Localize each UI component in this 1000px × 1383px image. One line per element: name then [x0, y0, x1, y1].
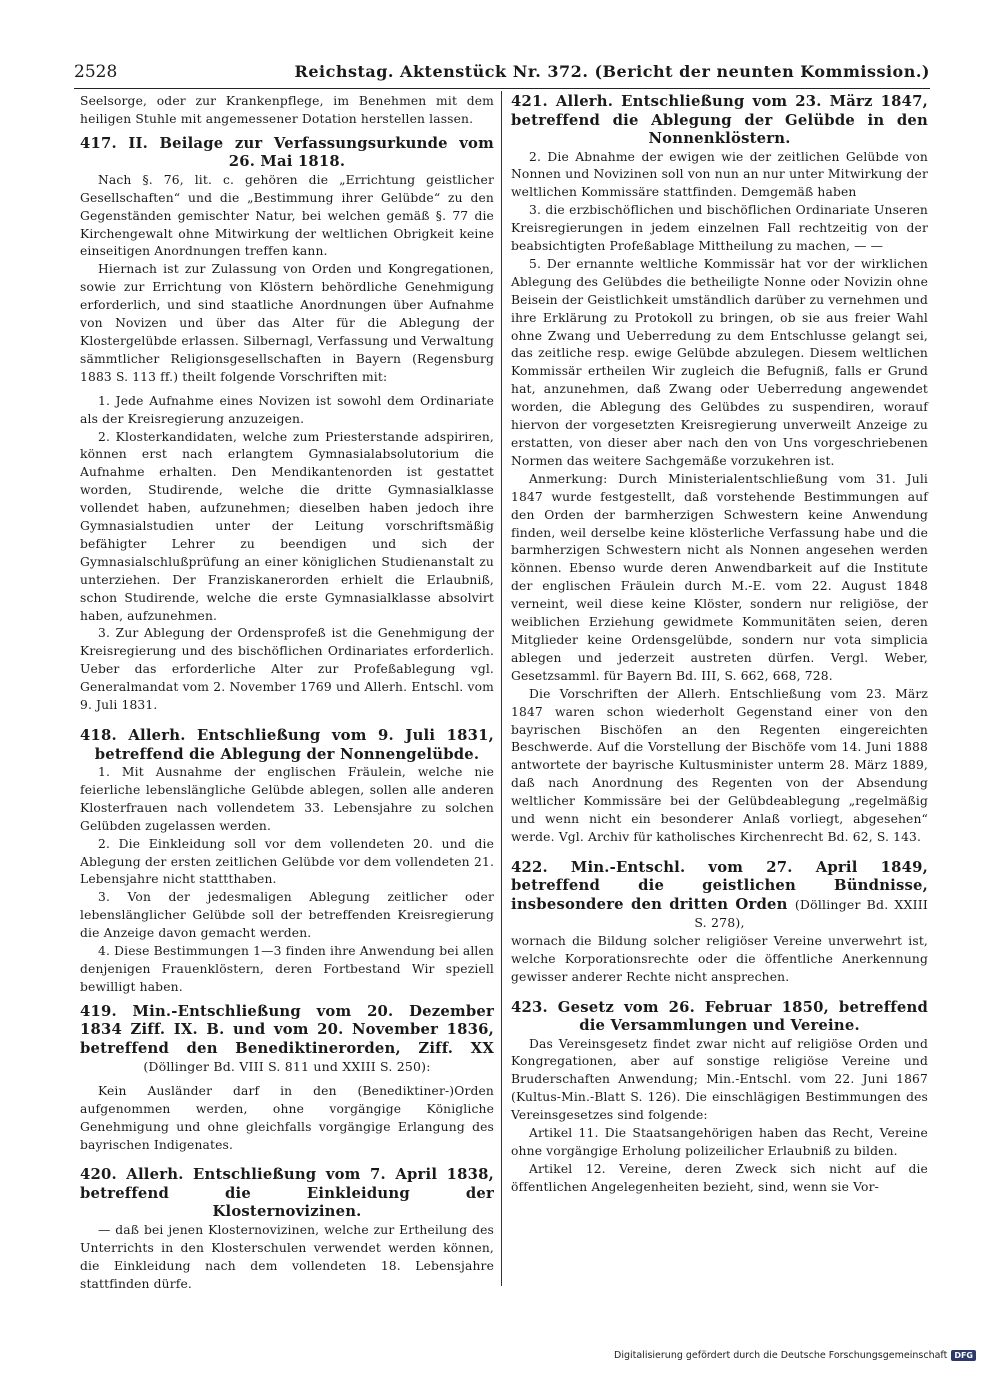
running-title: Reichstag. Aktenstück Nr. 372. (Bericht der neunten Kommission.) [294, 62, 930, 81]
paragraph: Artikel 12. Vereine, deren Zweck sich nicht auf die öffentlichen Angelegenheiten bezieht, sind, wenn sie Vor- [511, 1161, 928, 1194]
section-heading [511, 859, 928, 933]
section-heading-text: 417. II. Beilage zur Verfassungsurkunde vom 26. Mai 1818. [80, 134, 494, 171]
digitization-credit: Digitalisierung gefördert durch die Deutsche Forschungsgemeinschaft [614, 1349, 948, 1361]
paragraph: 4. Diese Bestimmungen 1—3 finden ihre Anwendung bei allen denjenigen Frauenklöstern, deren Fortbestand Wir speziell bewilligt haben. [80, 944, 494, 994]
paragraph: 2. Die Abnahme der ewigen wie der zeitlichen Gelübde von Nonnen und Novizinen soll von nun an nur unter Mitwirkung der weltlichen Kommissäre stattfinden. Demgemäß haben [511, 149, 928, 200]
section-heading [80, 1003, 494, 1077]
header-rule [74, 88, 930, 89]
paragraph: 2. Klosterkandidaten, welche zum Priesterstande adspiriren, können erst nach erlangtem Gymnasialabsolutorium die Aufnahme erhalten. Den Mendikantenorden ist gestattet worden, Studirende, welche die dritte Gymnasialklasse vollendet haben, aufzunehmen; dieselben haben jedoch ihre Gymnasialstudien unter der Leitung vorschriftsmäßig befähigter Lehrer zu beendigen und sich der Gymnasialschlußprüfung an einer königlichen Studienanstalt zu unterziehen. Der Franziskanerorden erhielt die Erlaubniß, schon Studirende, welche die erste Gymnasialklasse absolvirt haben, aufzunehmen. [80, 429, 494, 623]
page-number: 2528 [74, 62, 118, 82]
section-heading-text: 421. Allerh. Entschließung vom 23. März 1847, betreffend die Ablegung der Gelübde in den Nonnenklöstern. [511, 93, 928, 147]
page-header [74, 62, 930, 88]
paragraph: — daß bei jenen Klosternovizinen, welche zur Ertheilung des Unterrichts in den Klosterschulen verwendet werden können, die Einkleidung nach dem vollendeten 18. Lebensjahre stattfinden dürfe. [80, 1222, 494, 1291]
paragraph: Seelsorge, oder zur Krankenpflege, im Benehmen mit dem heiligen Stuhle mit angemessener Dotation herstellen lassen. [80, 94, 494, 126]
section-heading [80, 727, 494, 764]
paragraph: 3. die erzbischöflichen und bischöflichen Ordinariate Unseren Kreisregierungen in jedem einzelnen Fall rechtzeitig von der beabsichtigten Profeßablage Mittheilung zu machen, — — [511, 203, 928, 254]
spacer [80, 1154, 494, 1166]
paragraph: wornach die Bildung solcher religiöser Vereine unverwehrt ist, welche Korporationsrechte oder die öffentliche Anerkennung gewisser anderer Rechte nicht ansprechen. [511, 933, 928, 984]
spacer [511, 987, 928, 999]
section-heading-text: 418. Allerh. Entschließung vom 9. Juli 1831, betreffend die Ablegung der Nonnengelübde. [80, 727, 494, 763]
section-heading-text: 423. Gesetz vom 26. Februar 1850, betreffend die Versammlungen und Vereine. [511, 998, 928, 1035]
paragraph: Anmerkung: Durch Ministerialentschließung vom 31. Juli 1847 wurde festgestellt, daß vorstehende Bestimmungen auf den Orden der barmherzigen Schwestern keine Anwendung finden, weil derselbe keine klösterliche Verfassung habe und die barmherzigen Schwestern nicht als Nonnen angesehen werden können. Ebenso wurde deren Anwendbarkeit auf die Institute der englischen Fräulein durch M.-E. vom 22. August 1848 verneint, weil diese keine Klöster, sondern nur religiöse, der weiblichen Erziehung gewidmete Kommunitäten seien, deren Mitglieder keine Ordensgelübde, sondern nur vota simplicia ablegen und jederzeit austreten dürfen. Vergl. Weber, Gesetzsamml. für Bayern Bd. III, S. 662, 668, 728. [511, 471, 928, 683]
paragraph: 3. Zur Ablegung der Ordensprofeß ist die Genehmigung der Kreisregierung und des bischöflichen Ordinariates erforderlich. Ueber das erforderliche Alter zur Profeßablegung vgl. Generalmandat vom 2. November 1769 und Allerh. Entschl. vom 9. Juli 1831. [80, 626, 494, 713]
right-column [511, 93, 928, 1197]
section-heading-citation: (Döllinger Bd. VIII S. 811 und XXIII S. 250): [143, 1059, 431, 1075]
paragraph: Artikel 11. Die Staatsangehörigen haben das Recht, Vereine ohne vorgängige Erholung polizeilicher Erlaubniß zu bilden. [511, 1126, 928, 1158]
section-heading [511, 93, 928, 149]
spacer [511, 847, 928, 859]
paragraph: 5. Der ernannte weltliche Kommissär hat vor der wirklichen Ablegung des Gelübdes die betheiligte Nonne oder Novizin ohne Beisein der Geistlichkeit umständlich darüber zu vernehmen und ihre Erklärung zu Protokoll zu bringen, ob sie aus freier Wahl ohne Zwang und Ueberredung zu dem Entschlusse gelangt sei, das zeitliche resp. ewige Gelübde abzulegen. Diesem weltlichen Kommissär ertheilen Wir zugleich die Befugniß, falls er Grund hat, anzunehmen, daß Zwang oder Ueberredung angewendet worden, die Ablegung des Gelübdes zu suspendiren, worauf hiervon der vorgesetzten Kreisregierung unverweilt Anzeige zu erstatten, von dieser aber nach den von Uns vorgeschriebenen Normen das weitere Sachgemäße vorzukehren ist. [511, 256, 928, 468]
dfg-logo: DFG [951, 1350, 976, 1361]
column-divider [501, 91, 502, 1286]
left-column [80, 93, 494, 1294]
footer [614, 1347, 976, 1363]
paragraph: Die Vorschriften der Allerh. Entschließung vom 23. März 1847 waren schon wiederholt Gegenstand einer von den bayrischen Bischöfen an den Regenten eingereichten Beschwerde. Auf die Vorstellung der Bischöfe vom 14. Juni 1888 antwortete der bayrische Kultusminister unterm 28. März 1889, daß nach Anordnung des Regenten von der Absendung weltlicher Kommissäre bei der Gelübdeablegung „regelmäßig und wenn nicht ein besonderer Anlaß vorliegt, abgesehen“ werde. Vgl. Archiv für katholisches Kirchenrecht Bd. 62, S. 143. [511, 686, 928, 844]
section-heading [80, 1166, 494, 1222]
spacer [80, 715, 494, 727]
section-heading [511, 999, 928, 1036]
section-heading-text: 419. Min.-Entschließung vom 20. Dezember 1834 Ziff. IX. B. und vom 20. November 1836, betreffend den Benediktinerorden, Ziff. XX [80, 1002, 494, 1057]
paragraph: Das Vereinsgesetz findet zwar nicht auf religiöse Orden und Kongregationen, aber auf sonstige religiöse Vereine und Bruderschaften Anwendung; Min.-Entschl. vom 22. Juni 1867 (Kultus-Min.-Blatt S. 126). Die einschlägigen Bestimmungen des Vereinsgesetzes sind folgende: [511, 1036, 928, 1123]
paragraph: Hiernach ist zur Zulassung von Orden und Kongregationen, sowie zur Errichtung von Klöstern behördliche Genehmigung erforderlich, und sind staatliche Anordnungen über Aufnahme von Novizen und über das Alter für die Ablegung der Klostergelübde erlassen. Silbernagl, Verfassung und Verwaltung sämmtlicher Religionsgesellschaften in Bayern (Regensburg 1883 S. 113 ff.) theilt folgende Vorschriften mit: [80, 262, 494, 384]
paragraph: Kein Ausländer darf in den (Benediktiner-)Orden aufgenommen werden, ohne vorgängige Königliche Genehmigung und ohne gleichfalls vorgängige Erlangung des bayrischen Indigenates. [80, 1083, 494, 1152]
paragraph: 3. Von der jedesmaligen Ablegung zeitlicher oder lebenslänglicher Gelübde soll der betreffenden Kreisregierung die Anzeige davon gemacht werden. [80, 890, 494, 941]
section-heading [80, 135, 494, 172]
section-heading-text: 422. Min.-Entschl. vom 27. April 1849, betreffend die geistlichen Bündnisse, insbesondere den dritten Orden [511, 858, 928, 913]
paragraph: 1. Mit Ausnahme der englischen Fräulein, welche nie feierliche lebenslängliche Gelübde ablegen, sollen alle anderen Klosterfrauen nach vollendetem 33. Lebensjahre zu solchen Gelübden zugelassen werden. [80, 765, 494, 833]
section-heading-text: 420. Allerh. Entschließung vom 7. April 1838, betreffend die Einkleidung der Klosternovizinen. [80, 1166, 494, 1221]
paragraph: Nach §. 76, lit. c. gehören die „Errichtung geistlicher Gesellschaften“ und die „Bestimmung ihrer Gelübde“ zu den Gegenständen gemischter Natur, bei welchen gemäß §. 77 die Kirchengewalt ohne Mitwirkung der weltlichen Obrigkeit keine einseitigen Anordnungen treffen kann. [80, 172, 494, 259]
section-heading-citation: (Döllinger Bd. XXIII S. 278), [694, 896, 929, 931]
paragraph: 1. Jede Aufnahme eines Novizen ist sowohl dem Ordinariate als der Kreisregierung anzuzeigen. [80, 393, 494, 426]
paragraph: 2. Die Einkleidung soll vor dem vollendeten 20. und die Ablegung der ersten zeitlichen Gelübde vor dem vollendeten 21. Lebensjahre nicht stattthaben. [80, 836, 494, 887]
